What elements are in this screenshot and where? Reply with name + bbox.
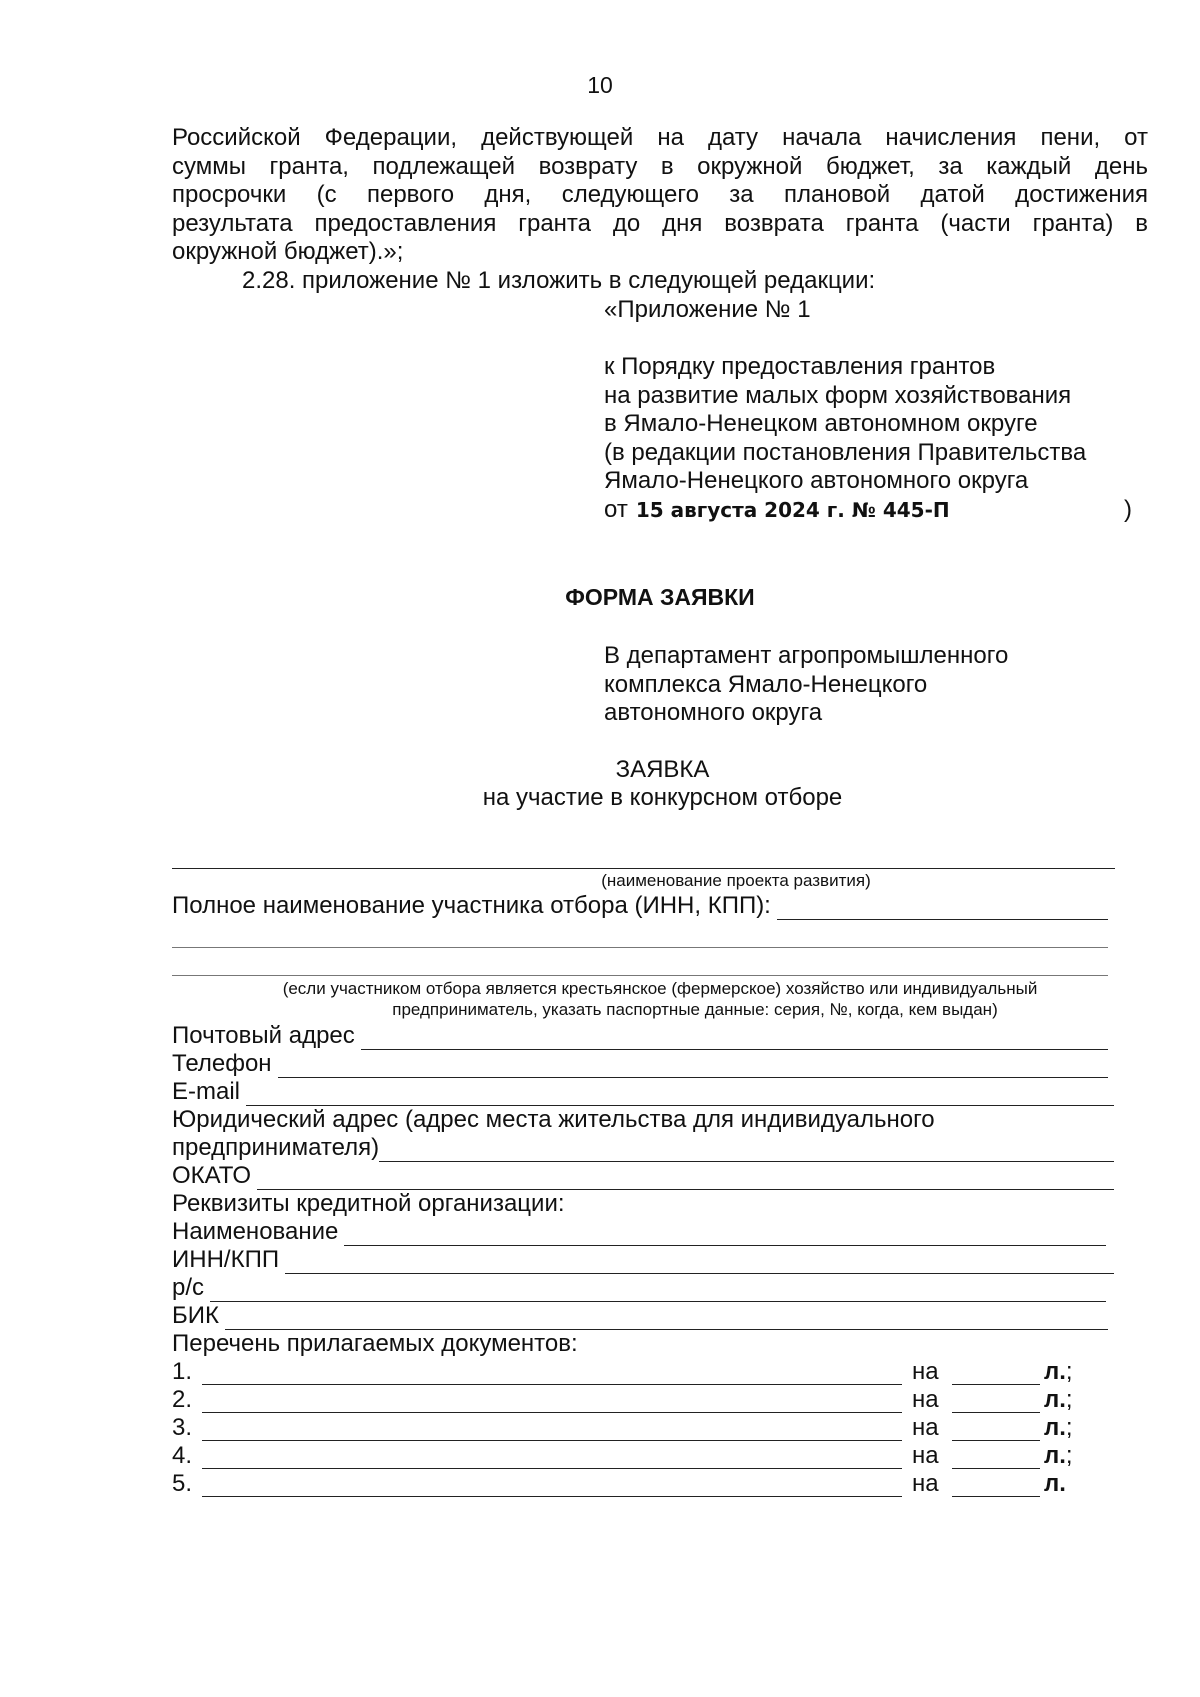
document-row xyxy=(172,1442,1082,1470)
page-number: 10 xyxy=(587,72,613,98)
bank-name-label: Наименование xyxy=(172,1218,339,1245)
sheets-label: л. xyxy=(1044,1358,1066,1385)
sheets-separator: ; xyxy=(1065,1414,1073,1441)
postal-address-label: Почтовый адрес xyxy=(172,1022,355,1049)
bik-label: БИК xyxy=(172,1302,219,1329)
inn-kpp-label: ИНН/КПП xyxy=(172,1246,280,1273)
sheets-separator: ; xyxy=(1065,1358,1073,1385)
document-name-line[interactable] xyxy=(202,1390,902,1413)
form-title: ФОРМА ЗАЯВКИ xyxy=(565,584,755,610)
recipient-line: автономного округа xyxy=(604,699,823,726)
project-caption: (наименование проекта развития) xyxy=(601,871,871,890)
postal-address-field xyxy=(172,1022,1108,1050)
paragraph-line: результата предоставления гранта до дня возврата гранта (части гранта) в xyxy=(172,209,1148,237)
bank-name-input-line[interactable] xyxy=(344,1223,1106,1246)
document-sheets xyxy=(1044,1414,1073,1442)
document-na: на xyxy=(912,1470,939,1497)
phone-input-line[interactable] xyxy=(278,1055,1108,1078)
inn-kpp-field xyxy=(172,1246,1114,1274)
resolution-date: 15 августа 2024 г. № 445-П xyxy=(635,497,950,522)
paragraph-line: окружной бюджет).»; xyxy=(172,238,404,265)
sheets-separator: ; xyxy=(1065,1386,1073,1413)
participant-input-line[interactable] xyxy=(777,897,1108,920)
legal-address-label: Юридический адрес (адрес места жительства для индивидуального xyxy=(172,1106,935,1133)
document-pages-line[interactable] xyxy=(952,1474,1040,1497)
clause-2-28: 2.28. приложение № 1 изложить в следующей редакции: xyxy=(242,266,876,294)
paragraph-line: просрочки (с первого дня, следующего за плановой датой достижения xyxy=(172,181,1148,208)
postal-address-input-line[interactable] xyxy=(361,1027,1108,1050)
document-pages-line[interactable] xyxy=(952,1418,1040,1441)
phone-label: Телефон xyxy=(172,1050,272,1077)
sheets-label: л. xyxy=(1044,1386,1066,1413)
appendix-title: «Приложение № 1 xyxy=(604,296,811,323)
document-sheets xyxy=(1044,1442,1073,1470)
document-number: 1. xyxy=(172,1358,193,1385)
okato-label: ОКАТО xyxy=(172,1162,252,1189)
recipient-line: комплекса Ямало-Ненецкого xyxy=(604,670,928,698)
document-name-line[interactable] xyxy=(202,1474,902,1497)
participant-line-3[interactable] xyxy=(172,975,1108,976)
appendix-header xyxy=(604,296,1132,524)
document-pages-line[interactable] xyxy=(952,1362,1040,1385)
phone-field xyxy=(172,1050,1108,1078)
document-row xyxy=(172,1470,1082,1498)
account-input-line[interactable] xyxy=(210,1279,1106,1302)
participant-line-2[interactable] xyxy=(172,947,1108,948)
application-title: ЗАЯВКА xyxy=(615,756,710,783)
inn-kpp-input-line[interactable] xyxy=(285,1251,1114,1274)
appendix-date-line xyxy=(604,495,1132,525)
account-field xyxy=(172,1274,1106,1302)
paragraph-line: суммы гранта, подлежащей возврату в окружной бюджет, за каждый день xyxy=(172,152,1148,180)
email-field xyxy=(172,1078,1114,1106)
bank-name-field xyxy=(172,1218,1106,1246)
sheets-label: л. xyxy=(1044,1470,1066,1497)
appendix-line: к Порядку предоставления грантов xyxy=(604,353,996,380)
appendix-line: Ямало-Ненецкого автономного округа xyxy=(604,467,1029,494)
paragraph-penalty xyxy=(172,124,1148,295)
date-prefix: от xyxy=(604,495,628,523)
project-name-line[interactable] xyxy=(172,868,1115,869)
document-na: на xyxy=(912,1386,939,1413)
document-name-line[interactable] xyxy=(202,1418,902,1441)
document-row xyxy=(172,1358,1082,1386)
appendix-line: на развитие малых форм хозяйствования xyxy=(604,381,1072,409)
document-number: 5. xyxy=(172,1470,193,1497)
bank-heading: Реквизиты кредитной организации: xyxy=(172,1190,565,1217)
document-number: 4. xyxy=(172,1442,193,1469)
legal-address-label-2: предпринимателя) xyxy=(172,1134,380,1161)
documents-heading: Перечень прилагаемых документов: xyxy=(172,1330,578,1357)
document-number: 2. xyxy=(172,1386,193,1413)
document-na: на xyxy=(912,1414,939,1441)
account-label: р/с xyxy=(172,1274,205,1301)
recipient-line: В департамент агропромышленного xyxy=(604,642,1009,669)
document-name-line[interactable] xyxy=(202,1446,902,1469)
email-label: E-mail xyxy=(172,1078,241,1105)
participant-label: Полное наименование участника отбора (ИНН, КПП): xyxy=(172,892,771,919)
bik-input-line[interactable] xyxy=(225,1307,1108,1330)
document-name-line[interactable] xyxy=(202,1362,902,1385)
document-sheets xyxy=(1044,1470,1066,1498)
sheets-label: л. xyxy=(1044,1414,1066,1441)
bik-field xyxy=(172,1302,1108,1330)
participant-field xyxy=(172,892,1108,920)
email-input-line[interactable] xyxy=(246,1083,1114,1106)
participant-caption-1: (если участником отбора является крестьянское (фермерское) хозяйство или индивидуальный xyxy=(282,979,1038,998)
legal-address-input-line[interactable] xyxy=(379,1139,1114,1162)
appendix-line: в Ямало-Ненецком автономном округе xyxy=(604,410,1038,437)
participant-caption-2: предприниматель, указать паспортные данные: серия, №, когда, кем выдан) xyxy=(392,1000,998,1019)
closing-paren: ) xyxy=(1124,495,1132,523)
sheets-separator: ; xyxy=(1065,1442,1073,1469)
document-sheets xyxy=(1044,1358,1073,1386)
document-pages-line[interactable] xyxy=(952,1446,1040,1469)
sheets-label: л. xyxy=(1044,1442,1066,1469)
document-na: на xyxy=(912,1442,939,1469)
recipient-block xyxy=(604,642,1008,728)
paragraph-line: Российской Федерации, действующей на дату начала начисления пени, от xyxy=(172,124,1148,151)
document-na: на xyxy=(912,1358,939,1385)
document-row xyxy=(172,1386,1082,1414)
document-row xyxy=(172,1414,1082,1442)
application-subtitle: на участие в конкурсном отборе xyxy=(482,784,843,811)
document-sheets xyxy=(1044,1386,1073,1414)
okato-field xyxy=(172,1162,1114,1190)
appendix-line: (в редакции постановления Правительства xyxy=(604,438,1087,466)
document-pages-line[interactable] xyxy=(952,1390,1040,1413)
okato-input-line[interactable] xyxy=(257,1167,1114,1190)
document-number: 3. xyxy=(172,1414,193,1441)
legal-address-field xyxy=(172,1134,1114,1162)
